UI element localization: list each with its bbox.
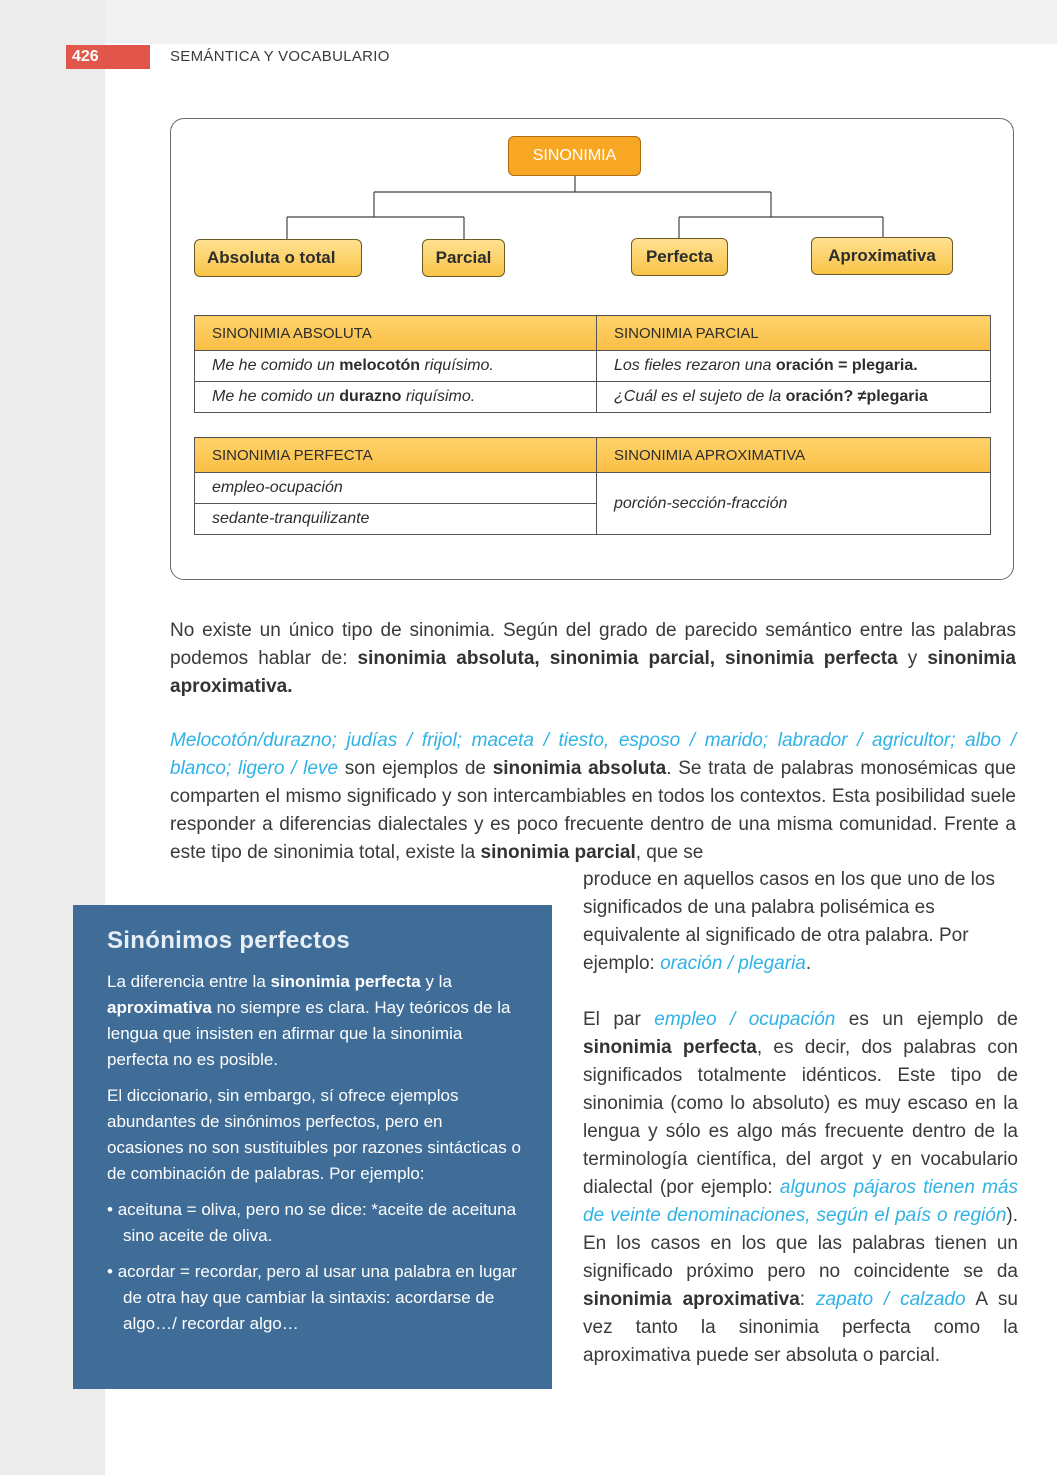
head-absoluta: SINONIMIA ABSOLUTA	[195, 316, 597, 351]
sinonimia-diagram	[170, 118, 1014, 580]
example-cell: Me he comido un melocotón riquísimo.	[195, 351, 597, 382]
sidebar-paragraph: La diferencia entre la sinonimia perfecta y la aproximativa no siempre es clara. Hay teóricos de la lengua que insisten en afirmar que la sinonimia perfecta no es posible.	[107, 972, 511, 1069]
paragraph-perfecta: El par empleo / ocupación es un ejemplo de sinonimia perfecta, es decir, dos palabras con significados totalmente idénticos. Este tipo de sinonimia (como lo absoluto) es muy escaso en la lengua y sólo es algo más frecuente dentro de la terminología científica, del argot y en vocabulario dialectal (por ejemplo: algunos pájaros tienen más de veinte denominaciones, según el país o región). En los casos en los que las palabras tienen un significado próximo pero no coincidente se da sinonimia aproximativa: zapato / calzado A su vez tanto la sinonimia perfecta como la aproximativa puede ser absoluta o parcial.	[583, 1009, 1019, 1366]
list-item: • aceituna = oliva, pero no se dice: *aceite de aceituna sino aceite de oliva.	[107, 1197, 522, 1249]
paragraph-absoluta: Melocotón/durazno; judías / frijol; maceta / tiesto, esposo / marido; labrador / agricultor; albo / blanco; ligero / leve son ejemplos de sinonimia absoluta. Se trata de palabras monosémicas que comparten el mismo significado y son intercambiables en todos los contextos. Esta posibilidad suele responder a diferencias dialectales y es poco frecuente dentro de una misma comunidad. Frente a este tipo de sinonimia total, existe la sinonimia parcial, que se	[170, 730, 1016, 863]
head-perfecta: SINONIMIA PERFECTA	[195, 438, 597, 473]
node-sinonimia: SINONIMIA	[508, 136, 641, 176]
table-absoluta-parcial	[194, 315, 991, 413]
top-margin	[0, 0, 1057, 44]
example-cell: ¿Cuál es el sujeto de la oración? ≠plegaria	[597, 382, 991, 413]
head-aproximativa: SINONIMIA APROXIMATIVA	[597, 438, 991, 473]
example-cell: Los fieles rezaron una oración = plegaria.	[597, 351, 991, 382]
node-absoluta: Absoluta o total	[194, 239, 362, 277]
node-aproximativa: Aproximativa	[811, 237, 953, 275]
sidebar-title: Sinónimos perfectos	[107, 927, 351, 954]
head-parcial: SINONIMIA PARCIAL	[597, 316, 991, 351]
node-parcial: Parcial	[422, 239, 505, 277]
node-perfecta: Perfecta	[631, 238, 728, 276]
paragraph-intro: No existe un único tipo de sinonimia. Según del grado de parecido semántico entre las palabras podemos hablar de: sinonimia absoluta, sinonimia parcial, sinonimia perfecta y sinonimia aproximativa.	[170, 620, 1016, 697]
sidebar-paragraph: El diccionario, sin embargo, sí ofrece ejemplos abundantes de sinónimos perfectos, pero en ocasiones no son sustituibles por razones sintácticas o de combinación de palabras. Por ejemplo:	[107, 1086, 521, 1183]
paragraph-parcial: produce en aquellos casos en los que uno de los significados de una palabra polisémica es equivalente al significado de otra palabra. Por ejemplo: oración / plegaria.	[583, 869, 995, 974]
table-perfecta-aproximativa	[194, 437, 991, 535]
example-cell: sedante-tranquilizante	[195, 504, 597, 535]
sidebar-sinonimos-perfectos	[73, 905, 552, 1389]
section-title: SEMÁNTICA Y VOCABULARIO	[170, 48, 390, 65]
page-number: 426	[66, 45, 150, 69]
example-cell: Me he comido un durazno riquísimo.	[195, 382, 597, 413]
list-item: • acordar = recordar, pero al usar una palabra en lugar de otra hay que cambiar la sintaxis: acordarse de algo…/ recordar algo…	[107, 1259, 522, 1337]
example-cell: porción-sección-fracción	[597, 473, 991, 535]
example-cell: empleo-ocupación	[195, 473, 597, 504]
sidebar-list	[107, 1197, 522, 1337]
